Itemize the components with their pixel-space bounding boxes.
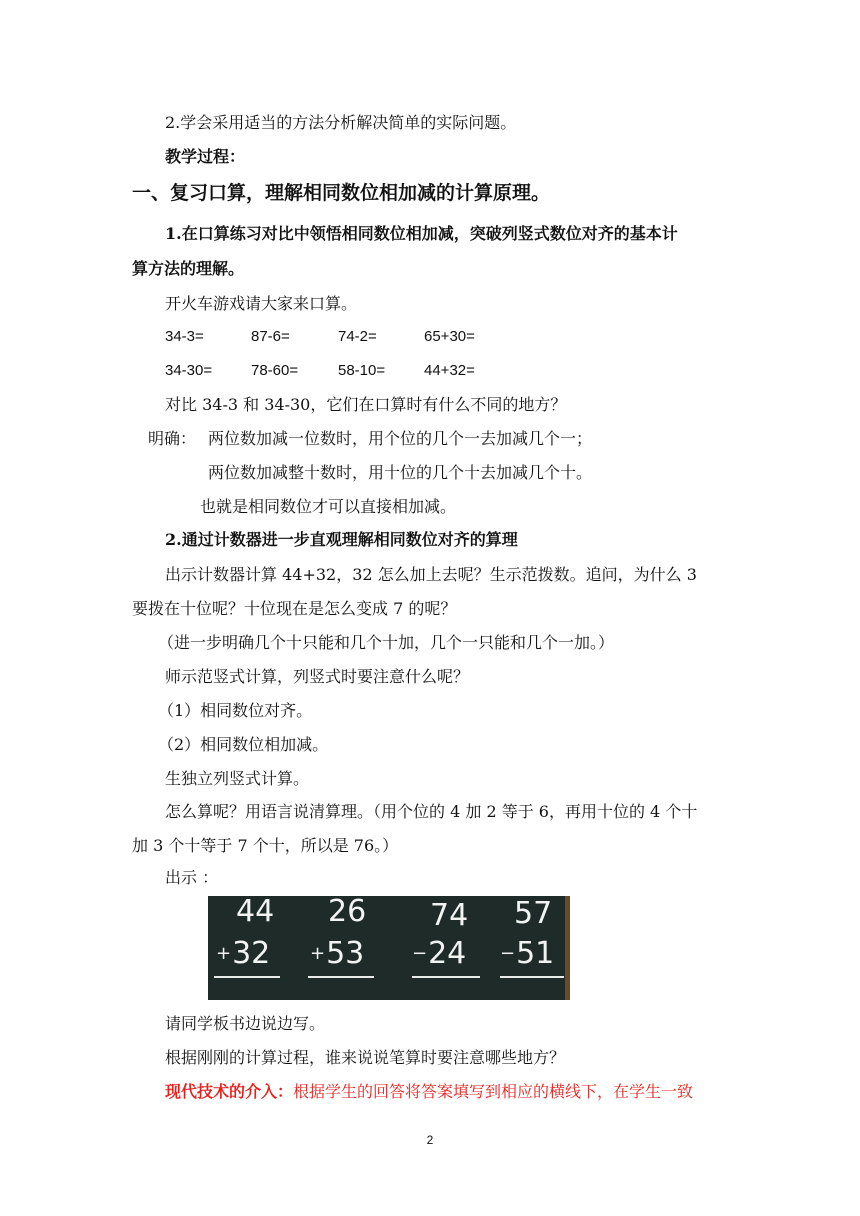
clarify-line-2: 两位数加减整十数时，用十位的几个十去加减几个十。 [208, 463, 593, 482]
underline [412, 976, 480, 978]
show-label: 出示 ： [165, 868, 219, 887]
calc-row2-item: 58-10= [338, 362, 386, 379]
subsection-1-line-1: 1.在口算练习对比中领悟相同数位相加减，突破列竖式数位对齐的基本计 [165, 224, 678, 243]
underline [308, 976, 374, 978]
bottom-number: 51 [516, 936, 555, 971]
top-number: 74 [430, 898, 469, 933]
underline [214, 976, 280, 978]
top-number: 26 [328, 896, 367, 929]
bottom-number: 24 [428, 936, 467, 971]
explain-line-1: 怎么算呢？用语言说清算理。（用个位的 4 加 2 等于 6，再用十位的 4 个十 [165, 802, 698, 821]
calc-row2-item: 78-60= [251, 362, 299, 379]
teacher-demo: 师示范竖式计算，列竖式时要注意什么呢？ [165, 667, 470, 686]
bottom-number: 53 [326, 936, 365, 971]
subsection-2-title: 2.通过计数器进一步直观理解相同数位对齐的算理 [165, 530, 518, 549]
top-number: 44 [236, 896, 275, 929]
operator: − [412, 943, 428, 964]
rule-1: （1）相同数位对齐。 [158, 701, 313, 720]
blackboard-image [208, 896, 570, 1000]
operator: − [500, 943, 516, 964]
process-label: 教学过程： [165, 147, 246, 166]
tech-label: 现代技术的介入： [165, 1082, 294, 1101]
abacus-line-1: 出示计数器计算 44+32，32 怎么加上去呢？生示范拨数。追问，为什么 3 [165, 565, 697, 584]
board-frame-edge [565, 896, 570, 1000]
clarify-label: 明确： [148, 429, 197, 448]
compare-question: 对比 34-3 和 34-30，它们在口算时有什么不同的地方？ [165, 395, 567, 414]
abacus-line-2: 要拨在十位呢？十位现在是怎么变成 7 的呢？ [132, 599, 457, 618]
calc-row1-item: 74-2= [338, 328, 377, 345]
operator: + [310, 943, 326, 964]
calc-row1-item: 65+30= [424, 328, 475, 345]
calc-row2-item: 34-30= [165, 362, 213, 379]
section-1-title: 一、复习口算，理解相同数位相加减的计算原理。 [132, 182, 551, 204]
calc-row2-item: 44+32= [424, 362, 475, 379]
top-number: 57 [514, 896, 553, 931]
operator: + [216, 943, 232, 964]
further-note: （进一步明确几个十只能和几个十加，几个一只能和几个一加。） [158, 633, 615, 652]
attention-question: 根据刚刚的计算过程，谁来说说笔算时要注意哪些地方？ [165, 1048, 566, 1067]
tech-intervention [165, 1081, 693, 1103]
train-game-text: 开火车游戏请大家来口算。 [165, 294, 358, 313]
explain-line-2: 加 3 个十等于 7 个十，所以是 76。） [132, 836, 399, 855]
objective-2: 2.学会采用适当的方法分析解决简单的实际问题。 [165, 113, 517, 132]
rule-2: （2）相同数位相加减。 [158, 735, 329, 754]
tech-text: 根据学生的回答将答案填写到相应的横线下，在学生一致 [293, 1082, 694, 1101]
calc-row1-item: 34-3= [165, 328, 204, 345]
board-write-instruction: 请同学板书边说边写。 [165, 1014, 326, 1033]
calc-row1-item: 87-6= [251, 328, 290, 345]
clarify-line-3: 也就是相同数位才可以直接相加减。 [200, 497, 457, 516]
bottom-number: 32 [232, 936, 271, 971]
student-calc: 生独立列竖式计算。 [165, 769, 310, 788]
subsection-1-line-2: 算方法的理解。 [132, 259, 245, 278]
underline [500, 976, 564, 978]
page-number: 2 [426, 1133, 434, 1147]
clarify-line-1: 两位数加减一位数时，用个位的几个一去加减几个一； [208, 429, 593, 448]
